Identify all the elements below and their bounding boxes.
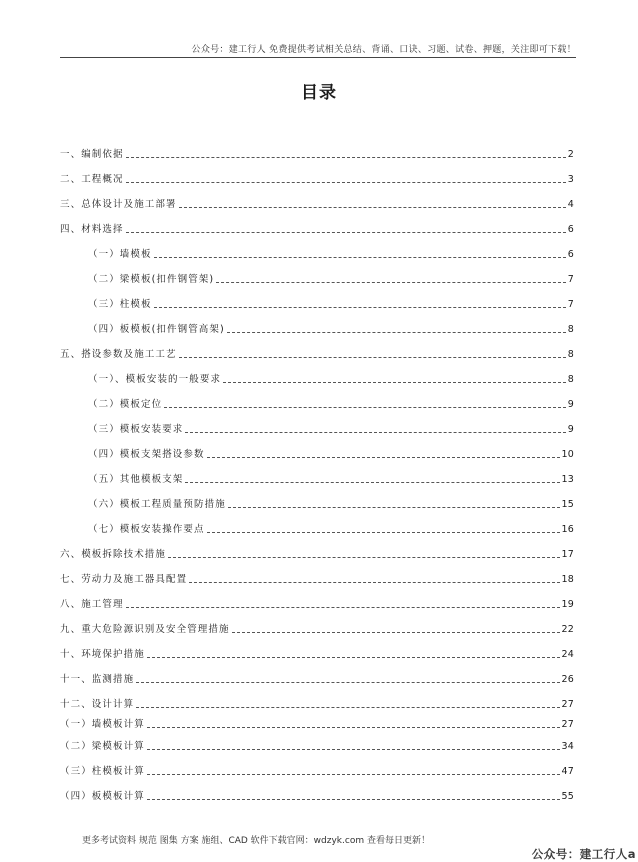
- toc-leader-dots: [126, 157, 566, 158]
- toc-entry-label: （四）模板支架搭设参数: [88, 449, 205, 460]
- toc-entry[interactable]: [60, 698, 574, 712]
- toc-leader-dots: [185, 432, 565, 433]
- toc-leader-dots: [126, 182, 566, 183]
- toc-entry-label: 四、材料选择: [60, 224, 124, 235]
- toc-leader-dots: [189, 582, 559, 583]
- toc-page-number: 8: [567, 324, 574, 335]
- toc-page-number: 16: [561, 524, 574, 535]
- toc-entry-label: 一、编制依据: [60, 149, 124, 160]
- page-title: 目录: [301, 83, 337, 103]
- toc-page-number: 47: [561, 766, 574, 777]
- toc-leader-dots: [147, 727, 560, 728]
- toc-leader-dots: [207, 457, 560, 458]
- toc-page-number: 2: [567, 149, 574, 160]
- toc-page-number: 7: [567, 274, 574, 285]
- toc-page-number: 22: [561, 624, 574, 635]
- toc-entry-label: 三、总体设计及施工部署: [60, 199, 177, 210]
- toc-leader-dots: [207, 532, 560, 533]
- toc-page-number: 8: [567, 349, 574, 360]
- toc-entry-label: （一）、模板安装的一般要求: [88, 374, 222, 385]
- toc-entry[interactable]: [60, 765, 574, 779]
- toc-entry-label: （二）模板定位: [88, 399, 163, 410]
- toc-entry-label: （四）板模板计算: [60, 791, 145, 802]
- toc-entry[interactable]: [60, 623, 574, 637]
- toc-page-number: 24: [561, 649, 574, 660]
- toc-page-number: 6: [567, 224, 574, 235]
- toc-leader-dots: [179, 207, 566, 208]
- toc-entry[interactable]: [60, 740, 574, 754]
- toc-leader-dots: [164, 407, 566, 408]
- toc-entry[interactable]: [60, 573, 574, 587]
- toc-page-number: 13: [561, 474, 574, 485]
- toc-entry-label: 八、施工管理: [60, 599, 124, 610]
- toc-page-number: 15: [561, 499, 574, 510]
- toc-page-number: 6: [567, 249, 574, 260]
- toc-entry[interactable]: [88, 498, 574, 512]
- toc-entry[interactable]: [88, 248, 574, 262]
- toc-entry-label: （七）模板安装操作要点: [88, 524, 205, 535]
- toc-entry[interactable]: [60, 348, 574, 362]
- toc-leader-dots: [232, 632, 560, 633]
- toc-entry[interactable]: [88, 298, 574, 312]
- toc-leader-dots: [147, 749, 560, 750]
- toc-entry[interactable]: [60, 548, 574, 562]
- toc-entry-label: 十二、设计计算: [60, 699, 135, 710]
- toc-leader-dots: [154, 257, 566, 258]
- toc-page-number: 55: [561, 791, 574, 802]
- toc-leader-dots: [154, 307, 566, 308]
- toc-entry[interactable]: [60, 223, 574, 237]
- toc-entry[interactable]: [88, 273, 574, 287]
- toc-leader-dots: [179, 357, 566, 358]
- toc-entry-label: （五）其他模板支架: [88, 474, 184, 485]
- toc-page-number: 18: [561, 574, 574, 585]
- toc-entry[interactable]: [60, 198, 574, 212]
- toc-entry-label: （一）墙模板计算: [60, 719, 145, 730]
- toc-page-number: 27: [561, 719, 574, 730]
- toc-entry-label: （三）模板安装要求: [88, 424, 184, 435]
- toc-entry[interactable]: [60, 173, 574, 187]
- page-header: 公众号：建工行人 免费提供考试相关总结、背诵、口诀、习题、试卷、押题，关注即可下载！: [191, 45, 576, 55]
- toc-entry[interactable]: [88, 323, 574, 337]
- toc-leader-dots: [216, 282, 566, 283]
- toc-entry-label: 五、搭设参数及施工工艺: [60, 349, 177, 360]
- toc-entry[interactable]: [60, 673, 574, 687]
- toc-entry-label: 九、重大危险源识别及安全管理措施: [60, 624, 230, 635]
- toc-page-number: 19: [561, 599, 574, 610]
- toc-entry[interactable]: [88, 523, 574, 537]
- watermark: 公众号：建工行人a: [531, 847, 636, 861]
- toc-entry-label: 二、工程概况: [60, 174, 124, 185]
- toc-page-number: 17: [561, 549, 574, 560]
- toc-page-number: 9: [567, 424, 574, 435]
- toc-entry-label: （二）梁模板(扣件钢管架): [88, 274, 215, 285]
- toc-entry[interactable]: [60, 598, 574, 612]
- toc-page-number: 27: [561, 699, 574, 710]
- toc-page-number: 26: [561, 674, 574, 685]
- toc-page-number: 7: [567, 299, 574, 310]
- toc-page-number: 3: [567, 174, 574, 185]
- toc-entry[interactable]: [60, 790, 574, 804]
- toc-leader-dots: [126, 232, 566, 233]
- toc-entry[interactable]: [88, 398, 574, 412]
- toc-entry-label: 六、模板拆除技术措施: [60, 549, 167, 560]
- toc-entry[interactable]: [60, 148, 574, 162]
- toc-leader-dots: [227, 332, 566, 333]
- toc-entry-label: （一）墙模板: [88, 249, 152, 260]
- toc-entry-label: （二）梁模板计算: [60, 741, 145, 752]
- toc-leader-dots: [126, 607, 560, 608]
- toc-page-number: 9: [567, 399, 574, 410]
- page-footer: 更多考试资料 规范 图集 方案 施组、CAD 软件下载官网：wdzyk.com 查看每日更新！: [82, 836, 430, 846]
- toc-entry-label: （三）柱模板计算: [60, 766, 145, 777]
- toc-leader-dots: [147, 657, 560, 658]
- toc-entry-label: （六）模板工程质量预防措施: [88, 499, 226, 510]
- toc-leader-dots: [223, 382, 566, 383]
- toc-entry[interactable]: [60, 648, 574, 662]
- toc-leader-dots: [136, 682, 559, 683]
- toc-entry-label: 七、劳动力及施工器具配置: [60, 574, 188, 585]
- toc-entry-label: 十、环境保护措施: [60, 649, 145, 660]
- toc-entry-label: 十一、监测措施: [60, 674, 135, 685]
- toc-leader-dots: [185, 482, 559, 483]
- toc-leader-dots: [136, 707, 559, 708]
- toc-entry[interactable]: [88, 423, 574, 437]
- toc-entry-label: （三）柱模板: [88, 299, 152, 310]
- toc-entry[interactable]: [60, 718, 574, 732]
- toc-entry[interactable]: [88, 373, 574, 387]
- toc-page-number: 4: [567, 199, 574, 210]
- toc-leader-dots: [147, 799, 560, 800]
- toc-page-number: 34: [561, 741, 574, 752]
- toc-leader-dots: [228, 507, 560, 508]
- toc-entry[interactable]: [88, 448, 574, 462]
- toc-page-number: 8: [567, 374, 574, 385]
- toc-entry-label: （四）板模板(扣件钢管高架): [88, 324, 225, 335]
- toc-leader-dots: [147, 774, 560, 775]
- toc-page-number: 10: [561, 449, 574, 460]
- toc-leader-dots: [168, 557, 559, 558]
- toc-entry[interactable]: [88, 473, 574, 487]
